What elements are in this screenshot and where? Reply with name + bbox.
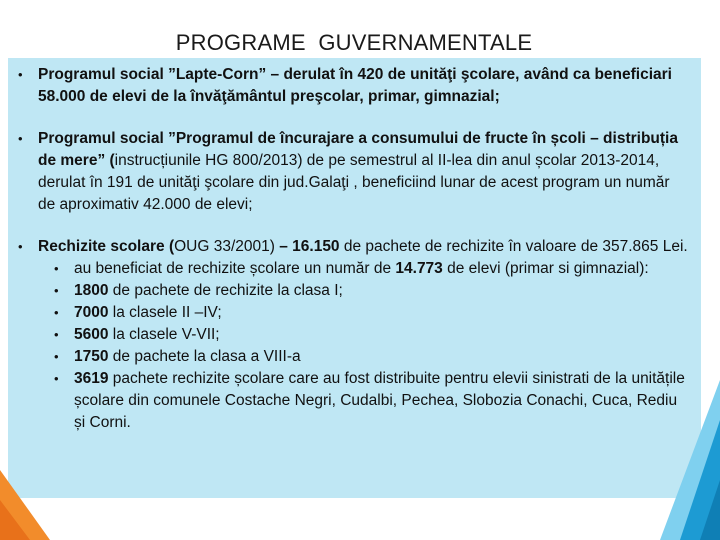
sub-number: 1750 [74, 348, 109, 365]
bullet-rechizite [18, 236, 690, 434]
bullet-bold-text: – 16.150 [279, 238, 340, 255]
sub-text: la clasele V-VII; [108, 326, 220, 343]
sub-marker: • [54, 327, 59, 342]
corner-decoration-left [0, 440, 60, 540]
sub-marker: • [54, 305, 59, 320]
sub-number: 5600 [74, 326, 109, 343]
sub-list [54, 258, 690, 434]
bullet-marker: • [18, 131, 23, 146]
sub-item-clasele-5-7 [54, 324, 690, 346]
sub-item-clasele-2-4 [54, 302, 690, 324]
sub-number: 3619 [74, 370, 109, 387]
bullet-bold-text: Programul social ”Programul de încurajare a consumului de fructe în școli – distribuția de mere” ( [38, 130, 678, 169]
sub-text: de elevi (primar si gimnazial): [442, 260, 649, 277]
sub-item-sinistrati [54, 368, 690, 434]
sub-text: au beneficiat de rechizite școlare un număr de [74, 260, 396, 277]
bullet-fructe-scoli [18, 128, 690, 216]
sub-marker: • [54, 283, 59, 298]
sub-text: la clasele II –IV; [108, 304, 222, 321]
slide-title: PROGRAME GUVERNAMENTALE [175, 30, 533, 55]
bullet-normal-text: instrucțiunile HG 800/2013) de pe semestrul al II-lea din anul școlar 2013-2014, derulat în 191 de unităţi şcolare din jud.Galaţi , beneficiind lunar de acest program un număr de aproximativ 42.000 de elevi; [38, 152, 670, 213]
bullet-marker: • [18, 239, 23, 254]
bullet-lapte-corn [18, 64, 690, 108]
bullet-normal-text: OUG 33/2001) [174, 238, 280, 255]
sub-text: de pachete la clasa a VIII-a [108, 348, 301, 365]
bullet-bold-text: Rechizite scolare ( [38, 238, 175, 255]
bullet-normal-text: de pachete de rechizite în valoare de 357.865 Lei. [339, 238, 688, 255]
sub-text: de pachete de rechizite la clasa I; [108, 282, 343, 299]
sub-number: 7000 [74, 304, 109, 321]
sub-marker: • [54, 261, 59, 276]
bullet-text: Programul social ”Lapte-Corn” – derulat în 420 de unităţi şcolare, având ca beneficiari 58.000 de elevi de la învăţământul preşcolar, primar, gimnazial; [38, 66, 672, 105]
sub-text: pachete rechizite școlare care au fost distribuite pentru elevii sinistrati de la unitățile școlare din comunele Costache Negri, Cudalbi, Pechea, Slobozia Conachi, Cuca, Rediu și Corni. [74, 370, 685, 431]
sub-number: 1800 [74, 282, 109, 299]
sub-item-clasa-8 [54, 346, 690, 368]
sub-marker: • [54, 349, 59, 364]
sub-item-clasa-1 [54, 280, 690, 302]
sub-marker: • [54, 371, 59, 386]
sub-number: 14.773 [395, 260, 443, 277]
corner-decoration-right [650, 380, 720, 540]
bullet-marker: • [18, 67, 23, 82]
sub-item-beneficiari [54, 258, 690, 280]
content-box [8, 58, 701, 498]
